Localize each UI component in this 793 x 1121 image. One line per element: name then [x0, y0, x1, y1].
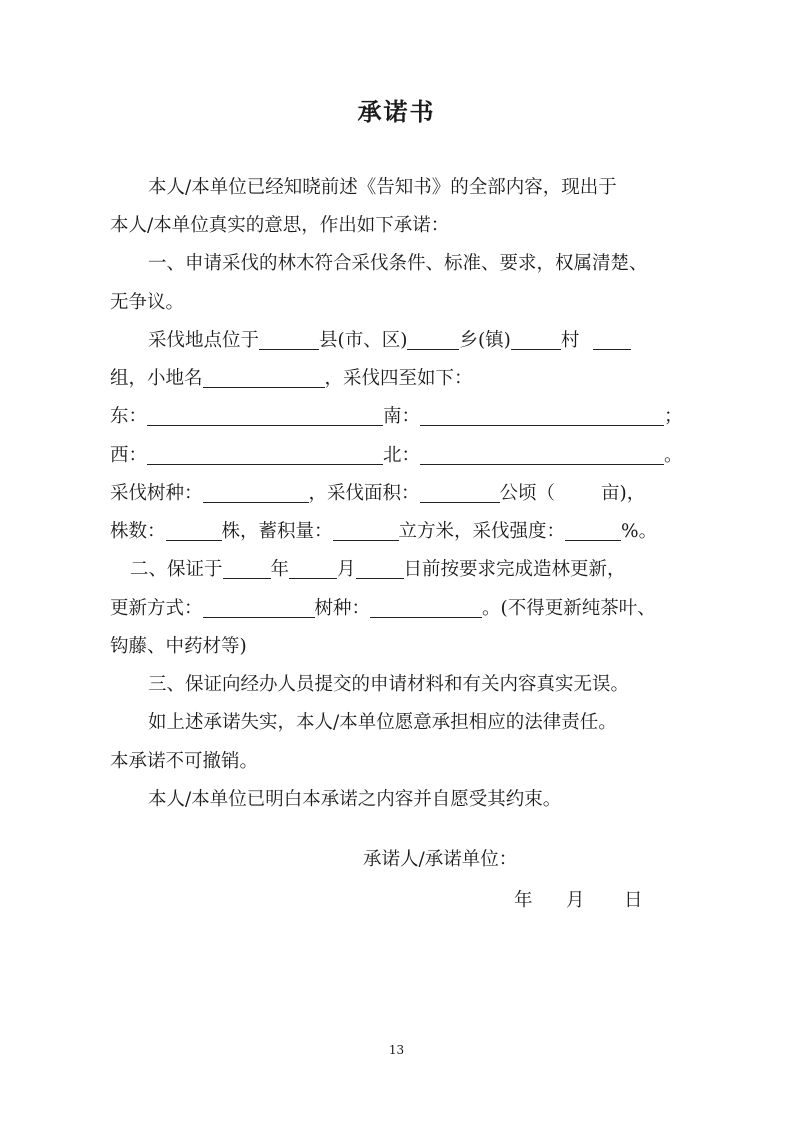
- county-blank[interactable]: [259, 327, 319, 350]
- item2-line-1: [130, 553, 730, 587]
- place-name-line: [110, 362, 710, 396]
- page-number: 13: [388, 1043, 405, 1057]
- count-label: 株数：: [110, 521, 166, 542]
- village-blank[interactable]: [511, 327, 561, 350]
- species-label: 采伐树种：: [110, 483, 203, 504]
- group-label: 组，小地名: [110, 368, 203, 389]
- west-north-line: [110, 439, 710, 473]
- signature-label: 承诺人/承诺单位：: [363, 849, 518, 870]
- item1-line-2: 无争议。: [110, 292, 185, 313]
- tree-blank[interactable]: [370, 595, 482, 618]
- area-label: ，采伐面积：: [308, 483, 420, 504]
- method-label: 更新方式：: [110, 598, 203, 619]
- location-prefix: 采伐地点位于: [148, 330, 260, 351]
- location-line: [148, 324, 748, 358]
- place-name-blank[interactable]: [203, 365, 325, 388]
- breach-line-2: 本承诺不可撤销。: [110, 751, 259, 772]
- area-blank[interactable]: [420, 480, 500, 503]
- count-unit: 株，蓄积量：: [221, 521, 333, 542]
- item3-line: 三、保证向经办人员提交的申请材料和有关内容真实无误。: [148, 674, 630, 695]
- south-label: 南：: [383, 406, 421, 427]
- volume-unit: 立方米，采伐强度：: [398, 521, 566, 542]
- mu-label: 亩)，: [601, 483, 646, 504]
- year-blank[interactable]: [223, 556, 271, 579]
- percent-label: %。: [621, 521, 658, 542]
- day-suffix: 日前按要求完成造林更新，: [403, 559, 626, 580]
- east-south-line: [110, 400, 710, 434]
- month-label: 月: [337, 559, 356, 580]
- village-label: 村: [560, 330, 580, 351]
- south-blank[interactable]: [420, 403, 664, 426]
- item2-line-2: [110, 592, 710, 626]
- item2-line-3: 钩藤、中药材等): [110, 636, 247, 657]
- count-volume-line: [110, 515, 710, 549]
- signature-day: 日: [624, 890, 643, 911]
- semicolon: ；: [664, 406, 683, 427]
- year-label: 年: [270, 559, 290, 580]
- county-label: 县(市、区): [319, 330, 408, 351]
- item2-prefix: 二、保证于: [130, 559, 223, 580]
- north-label: 北：: [383, 445, 421, 466]
- item1-line-1: 一、申请采伐的林木符合采伐条件、标准、要求，权属清楚、: [148, 253, 648, 274]
- understood-line: 本人/本单位已明白本承诺之内容并自愿受其约束。: [148, 789, 562, 810]
- signature-year: 年: [514, 890, 533, 911]
- species-blank[interactable]: [203, 480, 309, 503]
- page-title: 承诺书: [357, 97, 436, 126]
- east-label: 东：: [110, 406, 148, 427]
- boundary-label: ，采伐四至如下：: [324, 368, 473, 389]
- method-blank[interactable]: [203, 595, 315, 618]
- north-blank[interactable]: [420, 442, 664, 465]
- west-blank[interactable]: [147, 442, 383, 465]
- volume-blank[interactable]: [333, 518, 399, 541]
- species-area-line: [110, 477, 710, 511]
- period: 。: [664, 445, 683, 466]
- month-blank[interactable]: [289, 556, 337, 579]
- day-blank[interactable]: [356, 556, 404, 579]
- intro-line-1: 本人/本单位已经知晓前述《告知书》的全部内容，现出于: [148, 177, 617, 198]
- east-blank[interactable]: [147, 403, 383, 426]
- tree-label: 树种：: [314, 598, 371, 619]
- west-label: 西：: [110, 445, 148, 466]
- count-blank[interactable]: [166, 518, 222, 541]
- exclusion-note: 。(不得更新纯茶叶、: [482, 598, 656, 619]
- signature-month: 月: [566, 890, 585, 911]
- group-blank[interactable]: [593, 327, 631, 350]
- hectare-label: 公顷（: [499, 483, 556, 504]
- breach-line-1: 如上述承诺失实，本人/本单位愿意承担相应的法律责任。: [148, 712, 617, 733]
- intro-line-2: 本人/本单位真实的意思，作出如下承诺：: [110, 215, 450, 236]
- intensity-blank[interactable]: [565, 518, 621, 541]
- township-label: 乡(镇): [459, 330, 511, 351]
- township-blank[interactable]: [407, 327, 459, 350]
